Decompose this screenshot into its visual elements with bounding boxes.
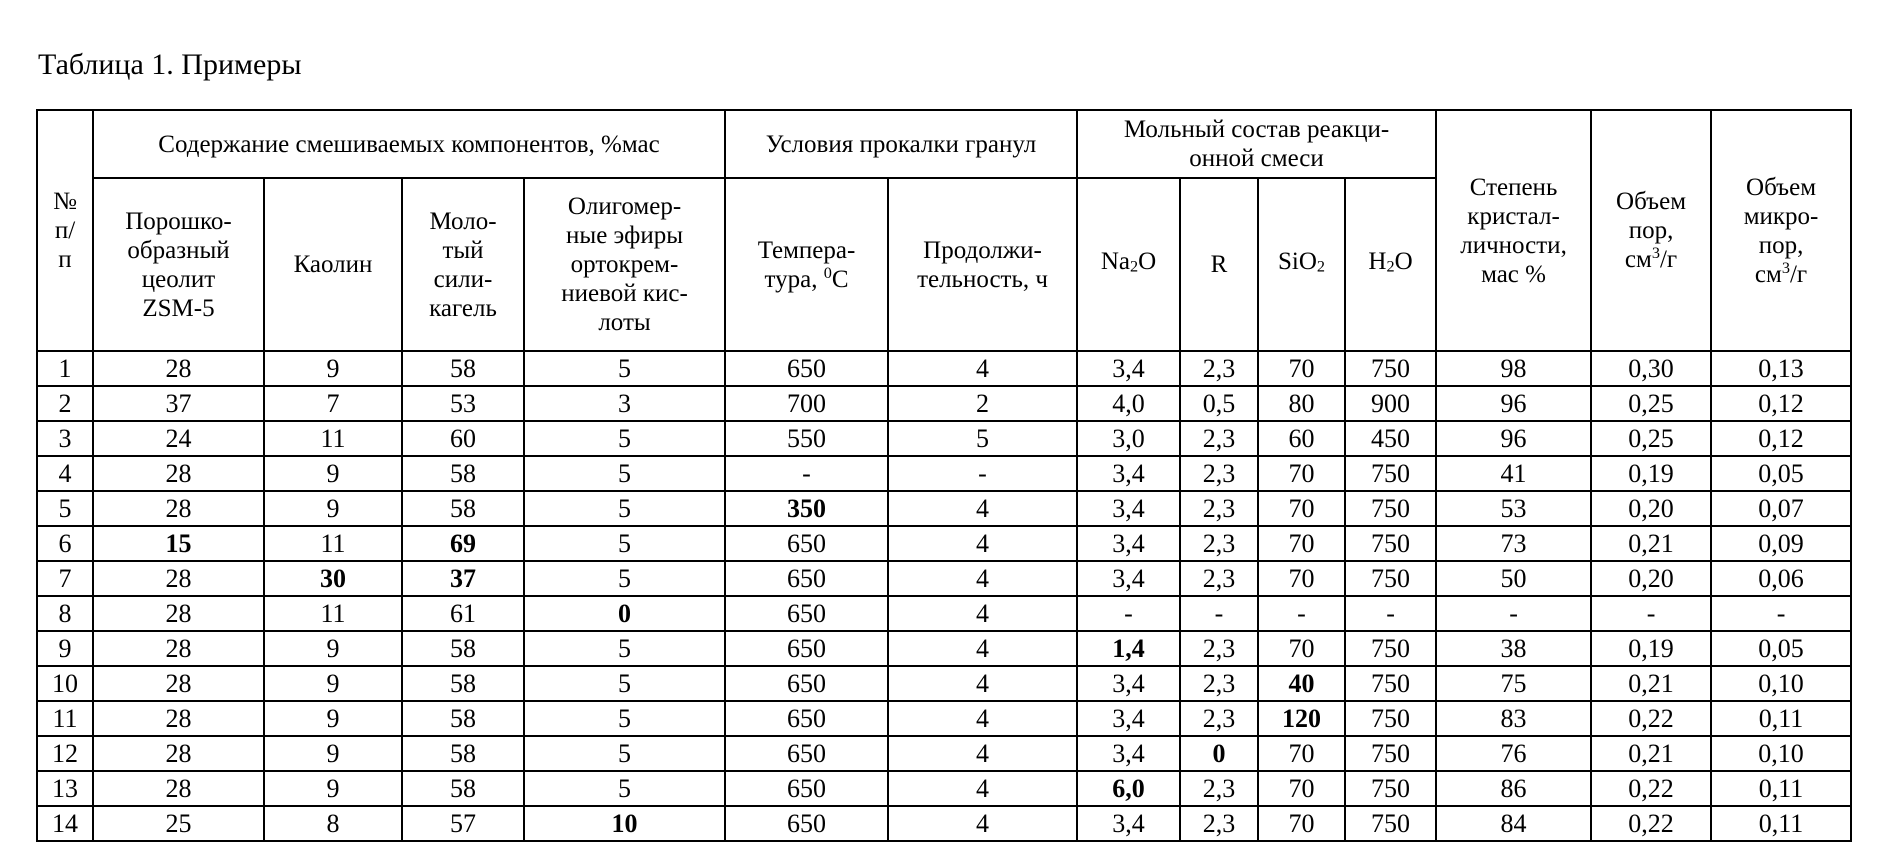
header-oligomer: Олигомер- ные эфиры ортокрем- ниевой кис- лоты bbox=[524, 178, 725, 351]
cell-crystallinity: 96 bbox=[1436, 386, 1591, 421]
cell-kaolin: 11 bbox=[264, 421, 402, 456]
cell-silica-gel: 57 bbox=[402, 806, 524, 841]
cell-crystallinity: 53 bbox=[1436, 491, 1591, 526]
cell-crystallinity: 38 bbox=[1436, 631, 1591, 666]
cell-crystallinity: 50 bbox=[1436, 561, 1591, 596]
cell-oligomer: 5 bbox=[524, 701, 725, 736]
header-group-calcination: Условия прокалки гранул bbox=[725, 110, 1077, 178]
table-row bbox=[37, 701, 1851, 736]
cell-h2o: - bbox=[1345, 596, 1436, 631]
cell-num: 6 bbox=[37, 526, 93, 561]
cell-sio2: 70 bbox=[1258, 351, 1345, 386]
header-pore-volume: Объем пор, $см^3/г$ bbox=[1591, 110, 1711, 351]
header-zeolite: Порошко- образный цеолит ZSM-5 bbox=[93, 178, 264, 351]
cell-pore-volume: 0,19 bbox=[1591, 456, 1711, 491]
cell-na2o: 3,4 bbox=[1077, 456, 1180, 491]
examples-table bbox=[36, 109, 1852, 842]
cell-na2o: - bbox=[1077, 596, 1180, 631]
cell-sio2: 70 bbox=[1258, 631, 1345, 666]
cell-oligomer: 5 bbox=[524, 526, 725, 561]
cell-num: 8 bbox=[37, 596, 93, 631]
cell-oligomer: 5 bbox=[524, 666, 725, 701]
cell-pore-volume: 0,25 bbox=[1591, 421, 1711, 456]
cell-micropore-volume: 0,09 bbox=[1711, 526, 1851, 561]
cell-h2o: 750 bbox=[1345, 491, 1436, 526]
cell-h2o: 750 bbox=[1345, 771, 1436, 806]
cell-silica-gel: 60 bbox=[402, 421, 524, 456]
cell-pore-volume: 0,21 bbox=[1591, 666, 1711, 701]
cell-r: 2,3 bbox=[1180, 491, 1258, 526]
cell-kaolin: 30 bbox=[264, 561, 402, 596]
table-caption: Таблица 1. Примеры bbox=[38, 48, 302, 81]
cell-sio2: 70 bbox=[1258, 806, 1345, 841]
cell-zeolite: 28 bbox=[93, 596, 264, 631]
cell-micropore-volume: 0,11 bbox=[1711, 701, 1851, 736]
cell-num: 14 bbox=[37, 806, 93, 841]
cell-duration: - bbox=[888, 456, 1077, 491]
cell-pore-volume: 0,19 bbox=[1591, 631, 1711, 666]
cell-num: 4 bbox=[37, 456, 93, 491]
cell-duration: 4 bbox=[888, 561, 1077, 596]
cell-zeolite: 28 bbox=[93, 351, 264, 386]
cell-oligomer: 5 bbox=[524, 421, 725, 456]
table-row bbox=[37, 386, 1851, 421]
cell-temperature: 650 bbox=[725, 526, 888, 561]
cell-silica-gel: 58 bbox=[402, 666, 524, 701]
cell-silica-gel: 58 bbox=[402, 351, 524, 386]
cell-silica-gel: 58 bbox=[402, 701, 524, 736]
cell-h2o: 900 bbox=[1345, 386, 1436, 421]
cell-micropore-volume: 0,12 bbox=[1711, 421, 1851, 456]
cell-sio2: 40 bbox=[1258, 666, 1345, 701]
header-h2o: $H_2O$ bbox=[1345, 178, 1436, 351]
cell-sio2: - bbox=[1258, 596, 1345, 631]
cell-micropore-volume: 0,11 bbox=[1711, 771, 1851, 806]
cell-crystallinity: 76 bbox=[1436, 736, 1591, 771]
cell-temperature: 650 bbox=[725, 806, 888, 841]
header-sio2: SiO$_2$ bbox=[1258, 178, 1345, 351]
cell-h2o: 750 bbox=[1345, 806, 1436, 841]
cell-temperature: 650 bbox=[725, 666, 888, 701]
table-row bbox=[37, 736, 1851, 771]
table-row bbox=[37, 421, 1851, 456]
cell-crystallinity: 86 bbox=[1436, 771, 1591, 806]
cell-silica-gel: 53 bbox=[402, 386, 524, 421]
header-temperature: Темпера- тура, $^0$С bbox=[725, 178, 888, 351]
header-row-groups bbox=[37, 110, 1851, 178]
cell-oligomer: 5 bbox=[524, 561, 725, 596]
cell-kaolin: 11 bbox=[264, 596, 402, 631]
cell-r: 2,3 bbox=[1180, 701, 1258, 736]
cell-temperature: 550 bbox=[725, 421, 888, 456]
cell-r: 2,3 bbox=[1180, 771, 1258, 806]
cell-h2o: 750 bbox=[1345, 456, 1436, 491]
cell-kaolin: 8 bbox=[264, 806, 402, 841]
cell-duration: 4 bbox=[888, 596, 1077, 631]
cell-pore-volume: 0,20 bbox=[1591, 561, 1711, 596]
cell-duration: 4 bbox=[888, 701, 1077, 736]
table-body bbox=[37, 351, 1851, 841]
cell-r: 0,5 bbox=[1180, 386, 1258, 421]
cell-oligomer: 5 bbox=[524, 491, 725, 526]
cell-num: 1 bbox=[37, 351, 93, 386]
header-num: № п/ п bbox=[37, 110, 93, 351]
header-group-molar: Мольный состав реакци- онной смеси bbox=[1077, 110, 1436, 178]
cell-sio2: 70 bbox=[1258, 771, 1345, 806]
cell-na2o: 3,4 bbox=[1077, 666, 1180, 701]
header-group-components: Содержание смешиваемых компонентов, %мас bbox=[93, 110, 725, 178]
cell-pore-volume: 0,22 bbox=[1591, 701, 1711, 736]
cell-sio2: 70 bbox=[1258, 491, 1345, 526]
cell-temperature: 650 bbox=[725, 561, 888, 596]
cell-r: 0 bbox=[1180, 736, 1258, 771]
cell-na2o: 3,4 bbox=[1077, 351, 1180, 386]
cell-num: 10 bbox=[37, 666, 93, 701]
cell-r: 2,3 bbox=[1180, 561, 1258, 596]
cell-pore-volume: 0,22 bbox=[1591, 806, 1711, 841]
cell-duration: 4 bbox=[888, 736, 1077, 771]
cell-duration: 2 bbox=[888, 386, 1077, 421]
cell-duration: 4 bbox=[888, 806, 1077, 841]
cell-na2o: 6,0 bbox=[1077, 771, 1180, 806]
cell-zeolite: 28 bbox=[93, 631, 264, 666]
cell-kaolin: 9 bbox=[264, 771, 402, 806]
cell-sio2: 70 bbox=[1258, 561, 1345, 596]
cell-sio2: 70 bbox=[1258, 736, 1345, 771]
cell-zeolite: 28 bbox=[93, 456, 264, 491]
cell-crystallinity: 98 bbox=[1436, 351, 1591, 386]
cell-duration: 4 bbox=[888, 666, 1077, 701]
cell-zeolite: 28 bbox=[93, 736, 264, 771]
cell-micropore-volume: 0,05 bbox=[1711, 456, 1851, 491]
cell-pore-volume: 0,25 bbox=[1591, 386, 1711, 421]
cell-crystallinity: 84 bbox=[1436, 806, 1591, 841]
cell-pore-volume: 0,20 bbox=[1591, 491, 1711, 526]
cell-num: 3 bbox=[37, 421, 93, 456]
cell-micropore-volume: 0,05 bbox=[1711, 631, 1851, 666]
cell-kaolin: 7 bbox=[264, 386, 402, 421]
cell-oligomer: 5 bbox=[524, 771, 725, 806]
cell-crystallinity: - bbox=[1436, 596, 1591, 631]
cell-micropore-volume: 0,12 bbox=[1711, 386, 1851, 421]
cell-na2o: 3,4 bbox=[1077, 526, 1180, 561]
cell-kaolin: 9 bbox=[264, 456, 402, 491]
cell-r: 2,3 bbox=[1180, 806, 1258, 841]
table-row bbox=[37, 526, 1851, 561]
cell-kaolin: 9 bbox=[264, 701, 402, 736]
cell-oligomer: 5 bbox=[524, 351, 725, 386]
cell-micropore-volume: 0,13 bbox=[1711, 351, 1851, 386]
cell-zeolite: 15 bbox=[93, 526, 264, 561]
cell-h2o: 750 bbox=[1345, 526, 1436, 561]
cell-r: 2,3 bbox=[1180, 456, 1258, 491]
cell-silica-gel: 37 bbox=[402, 561, 524, 596]
cell-temperature: - bbox=[725, 456, 888, 491]
cell-h2o: 750 bbox=[1345, 561, 1436, 596]
cell-kaolin: 9 bbox=[264, 491, 402, 526]
cell-na2o: 3,0 bbox=[1077, 421, 1180, 456]
cell-oligomer: 5 bbox=[524, 736, 725, 771]
cell-zeolite: 37 bbox=[93, 386, 264, 421]
cell-kaolin: 9 bbox=[264, 666, 402, 701]
cell-h2o: 750 bbox=[1345, 666, 1436, 701]
cell-temperature: 700 bbox=[725, 386, 888, 421]
cell-kaolin: 11 bbox=[264, 526, 402, 561]
cell-na2o: 3,4 bbox=[1077, 701, 1180, 736]
cell-zeolite: 28 bbox=[93, 771, 264, 806]
cell-num: 11 bbox=[37, 701, 93, 736]
cell-pore-volume: 0,21 bbox=[1591, 526, 1711, 561]
cell-zeolite: 25 bbox=[93, 806, 264, 841]
cell-oligomer: 0 bbox=[524, 596, 725, 631]
header-crystallinity: Степень кристал- личности, мас % bbox=[1436, 110, 1591, 351]
cell-silica-gel: 58 bbox=[402, 771, 524, 806]
cell-r: 2,3 bbox=[1180, 351, 1258, 386]
cell-zeolite: 28 bbox=[93, 561, 264, 596]
cell-kaolin: 9 bbox=[264, 631, 402, 666]
cell-micropore-volume: - bbox=[1711, 596, 1851, 631]
cell-micropore-volume: 0,07 bbox=[1711, 491, 1851, 526]
table-row bbox=[37, 596, 1851, 631]
cell-duration: 4 bbox=[888, 491, 1077, 526]
cell-na2o: 3,4 bbox=[1077, 736, 1180, 771]
cell-r: - bbox=[1180, 596, 1258, 631]
cell-silica-gel: 61 bbox=[402, 596, 524, 631]
cell-num: 13 bbox=[37, 771, 93, 806]
cell-micropore-volume: 0,11 bbox=[1711, 806, 1851, 841]
table-row bbox=[37, 491, 1851, 526]
cell-na2o: 3,4 bbox=[1077, 491, 1180, 526]
cell-sio2: 120 bbox=[1258, 701, 1345, 736]
table-row bbox=[37, 631, 1851, 666]
cell-h2o: 750 bbox=[1345, 736, 1436, 771]
cell-temperature: 650 bbox=[725, 596, 888, 631]
cell-silica-gel: 58 bbox=[402, 736, 524, 771]
cell-r: 2,3 bbox=[1180, 421, 1258, 456]
cell-na2o: 3,4 bbox=[1077, 561, 1180, 596]
header-kaolin: Каолин bbox=[264, 178, 402, 351]
cell-h2o: 750 bbox=[1345, 631, 1436, 666]
cell-micropore-volume: 0,06 bbox=[1711, 561, 1851, 596]
cell-crystallinity: 96 bbox=[1436, 421, 1591, 456]
header-na2o: $Na_2O$ bbox=[1077, 178, 1180, 351]
cell-oligomer: 5 bbox=[524, 456, 725, 491]
cell-sio2: 80 bbox=[1258, 386, 1345, 421]
cell-temperature: 650 bbox=[725, 631, 888, 666]
cell-silica-gel: 58 bbox=[402, 491, 524, 526]
table-row bbox=[37, 806, 1851, 841]
cell-num: 2 bbox=[37, 386, 93, 421]
cell-h2o: 750 bbox=[1345, 351, 1436, 386]
cell-sio2: 70 bbox=[1258, 456, 1345, 491]
cell-crystallinity: 41 bbox=[1436, 456, 1591, 491]
cell-num: 12 bbox=[37, 736, 93, 771]
cell-crystallinity: 83 bbox=[1436, 701, 1591, 736]
cell-num: 9 bbox=[37, 631, 93, 666]
cell-duration: 5 bbox=[888, 421, 1077, 456]
cell-oligomer: 10 bbox=[524, 806, 725, 841]
cell-micropore-volume: 0,10 bbox=[1711, 666, 1851, 701]
header-duration: Продолжи- тельность, ч bbox=[888, 178, 1077, 351]
cell-silica-gel: 69 bbox=[402, 526, 524, 561]
cell-na2o: 3,4 bbox=[1077, 806, 1180, 841]
header-micropore-volume: Объем микро- пор, $см^3/г$ bbox=[1711, 110, 1851, 351]
cell-temperature: 650 bbox=[725, 771, 888, 806]
table-row bbox=[37, 561, 1851, 596]
cell-zeolite: 28 bbox=[93, 491, 264, 526]
cell-oligomer: 3 bbox=[524, 386, 725, 421]
cell-sio2: 70 bbox=[1258, 526, 1345, 561]
cell-r: 2,3 bbox=[1180, 526, 1258, 561]
cell-r: 2,3 bbox=[1180, 666, 1258, 701]
cell-zeolite: 28 bbox=[93, 701, 264, 736]
cell-silica-gel: 58 bbox=[402, 631, 524, 666]
cell-sio2: 60 bbox=[1258, 421, 1345, 456]
cell-na2o: 1,4 bbox=[1077, 631, 1180, 666]
table-row bbox=[37, 456, 1851, 491]
cell-duration: 4 bbox=[888, 771, 1077, 806]
cell-oligomer: 5 bbox=[524, 631, 725, 666]
header-silica-gel: Моло- тый сили- кагель bbox=[402, 178, 524, 351]
cell-kaolin: 9 bbox=[264, 351, 402, 386]
cell-zeolite: 28 bbox=[93, 666, 264, 701]
cell-temperature: 650 bbox=[725, 736, 888, 771]
table-row bbox=[37, 666, 1851, 701]
cell-h2o: 750 bbox=[1345, 701, 1436, 736]
cell-crystallinity: 75 bbox=[1436, 666, 1591, 701]
cell-na2o: 4,0 bbox=[1077, 386, 1180, 421]
cell-pore-volume: 0,21 bbox=[1591, 736, 1711, 771]
cell-zeolite: 24 bbox=[93, 421, 264, 456]
cell-duration: 4 bbox=[888, 351, 1077, 386]
table-row bbox=[37, 351, 1851, 386]
cell-pore-volume: 0,22 bbox=[1591, 771, 1711, 806]
cell-crystallinity: 73 bbox=[1436, 526, 1591, 561]
cell-duration: 4 bbox=[888, 631, 1077, 666]
cell-micropore-volume: 0,10 bbox=[1711, 736, 1851, 771]
cell-pore-volume: 0,30 bbox=[1591, 351, 1711, 386]
cell-temperature: 650 bbox=[725, 701, 888, 736]
cell-duration: 4 bbox=[888, 526, 1077, 561]
cell-temperature: 650 bbox=[725, 351, 888, 386]
cell-num: 7 bbox=[37, 561, 93, 596]
cell-temperature: 350 bbox=[725, 491, 888, 526]
cell-kaolin: 9 bbox=[264, 736, 402, 771]
table-row bbox=[37, 771, 1851, 806]
cell-num: 5 bbox=[37, 491, 93, 526]
cell-r: 2,3 bbox=[1180, 631, 1258, 666]
cell-h2o: 450 bbox=[1345, 421, 1436, 456]
header-r: R bbox=[1180, 178, 1258, 351]
cell-silica-gel: 58 bbox=[402, 456, 524, 491]
cell-pore-volume: - bbox=[1591, 596, 1711, 631]
